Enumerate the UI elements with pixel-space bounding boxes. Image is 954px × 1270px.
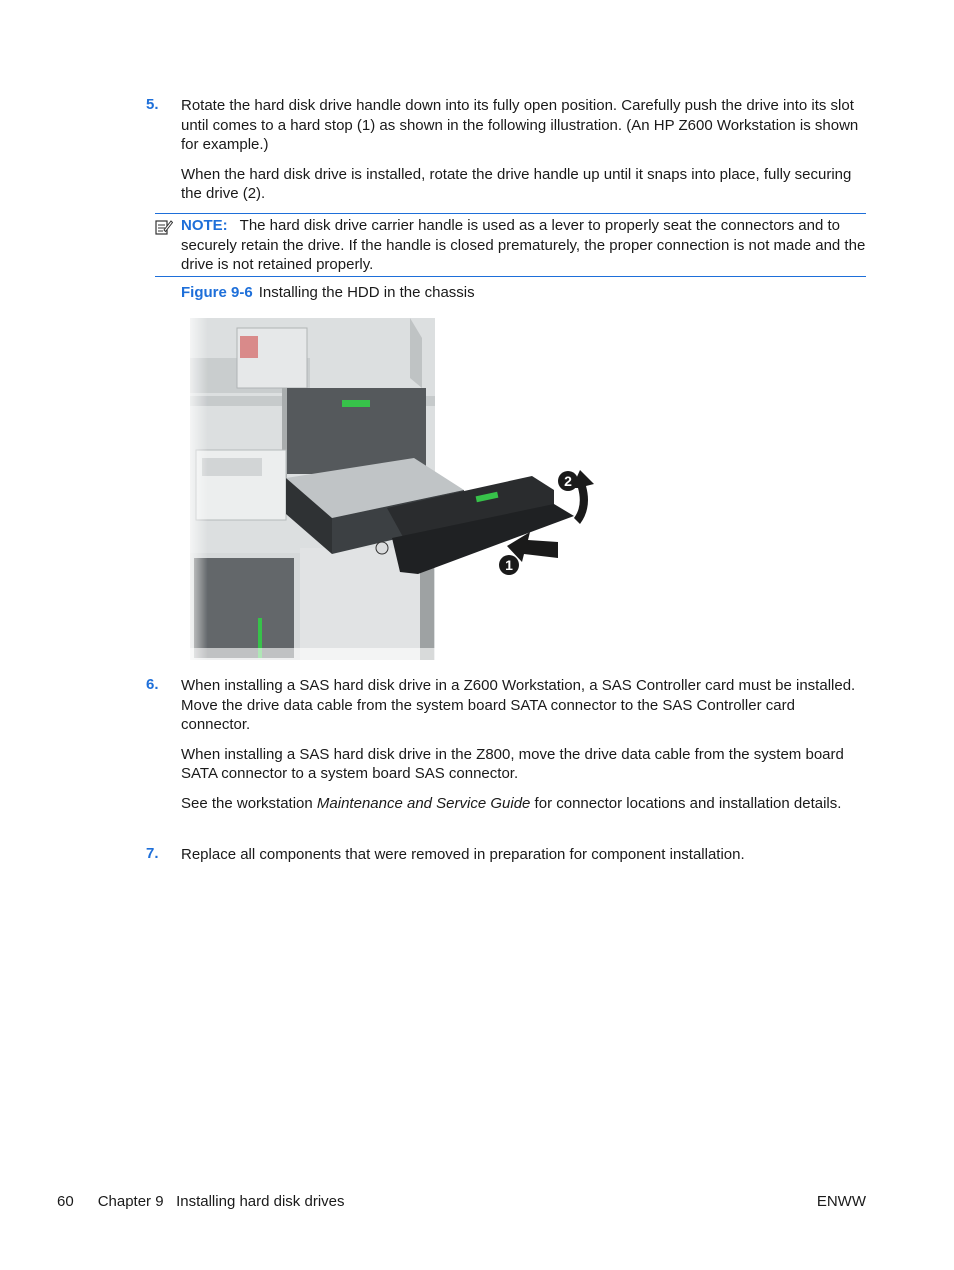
step-number: 5. bbox=[146, 96, 159, 113]
figure-label: Figure 9-6 bbox=[181, 284, 253, 301]
note-label: NOTE: bbox=[181, 217, 228, 234]
page-number: 60 bbox=[57, 1193, 74, 1210]
guide-title: Maintenance and Service Guide bbox=[316, 794, 531, 812]
step-paragraph: Replace all components that were removed in preparation for component installation. bbox=[181, 846, 745, 863]
figure-caption bbox=[181, 284, 475, 301]
step-paragraph bbox=[181, 794, 866, 814]
see-also-after: for connector locations and installation details. bbox=[530, 794, 842, 812]
note-box bbox=[155, 213, 866, 277]
chapter-title: Installing hard disk drives bbox=[176, 1193, 345, 1210]
step-paragraph: Rotate the hard disk drive handle down into its fully open position. Carefully push the drive into its slot until comes to a hard stop (1) as shown in the following illustration. (An HP Z600 Workstation is shown for example.) bbox=[181, 97, 859, 153]
step-paragraph: When installing a SAS hard disk drive in a Z600 Workstation, a SAS Controller card must be installed. Move the drive data cable from the system board SATA connector to the SAS Controller card connector. bbox=[181, 677, 856, 733]
step-number: 7. bbox=[146, 845, 159, 862]
figure-caption-text: Installing the HDD in the chassis bbox=[258, 284, 475, 301]
step-paragraph: When installing a SAS hard disk drive in the Z800, move the drive data cable from the system board SATA connector to a system board SAS connector. bbox=[181, 745, 844, 782]
step-6 bbox=[146, 676, 866, 823]
note-pencil-icon bbox=[155, 219, 173, 239]
step-number: 6. bbox=[146, 676, 159, 693]
note-text: The hard disk drive carrier handle is used as a lever to properly seat the connectors and to securely retain the drive. If the handle is closed prematurely, the proper connection is not made and the drive is not retained properly. bbox=[181, 217, 866, 273]
page-footer-left bbox=[57, 1193, 345, 1210]
step-5 bbox=[146, 96, 866, 214]
chapter-label: Chapter 9 bbox=[97, 1193, 164, 1210]
hdd-installation-illustration bbox=[182, 318, 612, 660]
page-footer-right: ENWW bbox=[816, 1193, 866, 1210]
step-paragraph: When the hard disk drive is installed, rotate the drive handle up until it snaps into place, fully securing the drive (2). bbox=[181, 165, 852, 202]
see-also-before: See the workstation bbox=[181, 794, 317, 812]
step-7 bbox=[146, 845, 866, 875]
